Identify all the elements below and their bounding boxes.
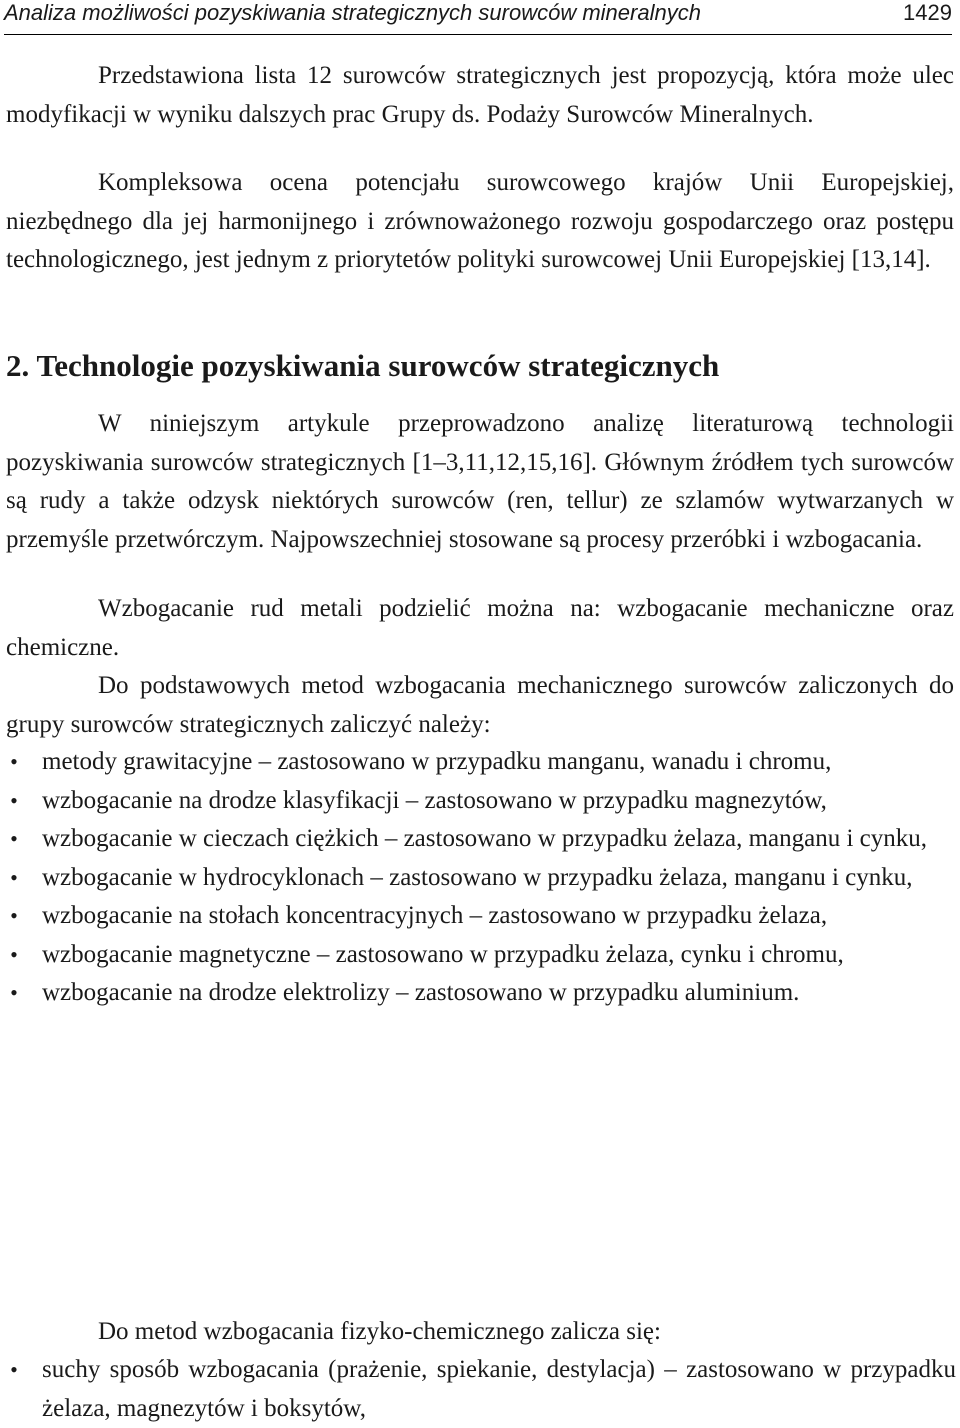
section-heading: 2. Technologie pozyskiwania surowców strategicznych — [6, 348, 720, 383]
list-item — [0, 897, 956, 936]
paragraph-literature-analysis: W niniejszym artykule przeprowadzono analizę literaturową technologii pozyskiwania surowców strategicznych [1–3,11,12,15,16]. Głównym źródłem tych surowców są rudy a także odzysk niektórych surowców (ren, tellur) ze szlamów wytwarzanych w przemyśle przetwórczym. Najpowszechniej stosowane są procesy przeróbki i wzbogacania. — [6, 410, 954, 553]
paragraph-enrichment-division: Wzbogacanie rud metali podzielić można na: wzbogacanie mechaniczne oraz chemiczne. — [6, 595, 954, 661]
paragraph-strategic-list: Przedstawiona lista 12 surowców strategicznych jest propozycją, która może ulec modyfikacji w wyniku dalszych prac Grupy ds. Podaży Surowców Mineralnych. — [6, 62, 954, 128]
list-item — [0, 1351, 956, 1428]
bullet-icon: • — [10, 826, 18, 851]
running-title: Analiza możliwości pozyskiwania strategicznych surowców mineralnych — [4, 0, 701, 25]
bullet-icon: • — [10, 864, 18, 890]
bullet-icon: • — [10, 980, 18, 1005]
list-item-text: wzbogacanie na drodze elektrolizy – zastosowano w przypadku aluminium. — [42, 979, 800, 1006]
bullet-icon: • — [10, 787, 18, 813]
list-item — [0, 859, 956, 898]
list-item-text: suchy sposób wzbogacania (prażenie, spiekanie, destylacja) – zastosowano w przypadku żelaza, magnezytów i boksytów, — [42, 1356, 956, 1422]
paragraph-physicochemical-intro: Do metod wzbogacania fizyko-chemicznego zalicza się: — [98, 1318, 661, 1345]
running-header — [4, 0, 952, 35]
list-item — [0, 974, 956, 1013]
list-item-text: wzbogacanie na stołach koncentracyjnych – zastosowano w przypadku żelaza, — [42, 902, 828, 929]
list-item-text: wzbogacanie magnetyczne – zastosowano w przypadku żelaza, cynku i chromu, — [42, 940, 844, 968]
physicochemical-methods-list — [0, 1351, 956, 1428]
list-item-text: metody grawitacyjne – zastosowano w przypadku manganu, wanadu i chromu, — [42, 748, 832, 775]
list-item — [0, 820, 956, 859]
list-item — [0, 743, 956, 782]
bullet-icon: • — [10, 1357, 18, 1382]
page-number: 1429 — [903, 0, 952, 25]
mechanical-methods-list — [0, 743, 956, 1013]
bullet-icon: • — [10, 903, 18, 928]
list-item — [0, 936, 956, 975]
paragraph-mechanical-intro: Do podstawowych metod wzbogacania mechanicznego surowców zaliczonych do grupy surowców strategicznych zaliczyć należy: — [6, 672, 954, 738]
list-item — [0, 782, 956, 821]
list-item-text: wzbogacanie na drodze klasyfikacji – zastosowano w przypadku magnezytów, — [42, 786, 827, 814]
bullet-icon: • — [10, 941, 18, 967]
list-item-text: wzbogacanie w hydrocyklonach – zastosowano w przypadku żelaza, manganu i cynku, — [42, 863, 913, 891]
bullet-icon: • — [10, 749, 18, 774]
list-item-text: wzbogacanie w cieczach ciężkich – zastosowano w przypadku żelaza, manganu i cynku, — [42, 825, 928, 852]
paragraph-eu-potential: Kompleksowa ocena potencjału surowcowego krajów Unii Europejskiej, niezbędnego dla jej harmonijnego i zrównoważonego rozwoju gospodarczego oraz postępu technologicznego, jest jednym z priorytetów polityki surowcowej Unii Europejskiej [13,14]. — [6, 169, 954, 273]
